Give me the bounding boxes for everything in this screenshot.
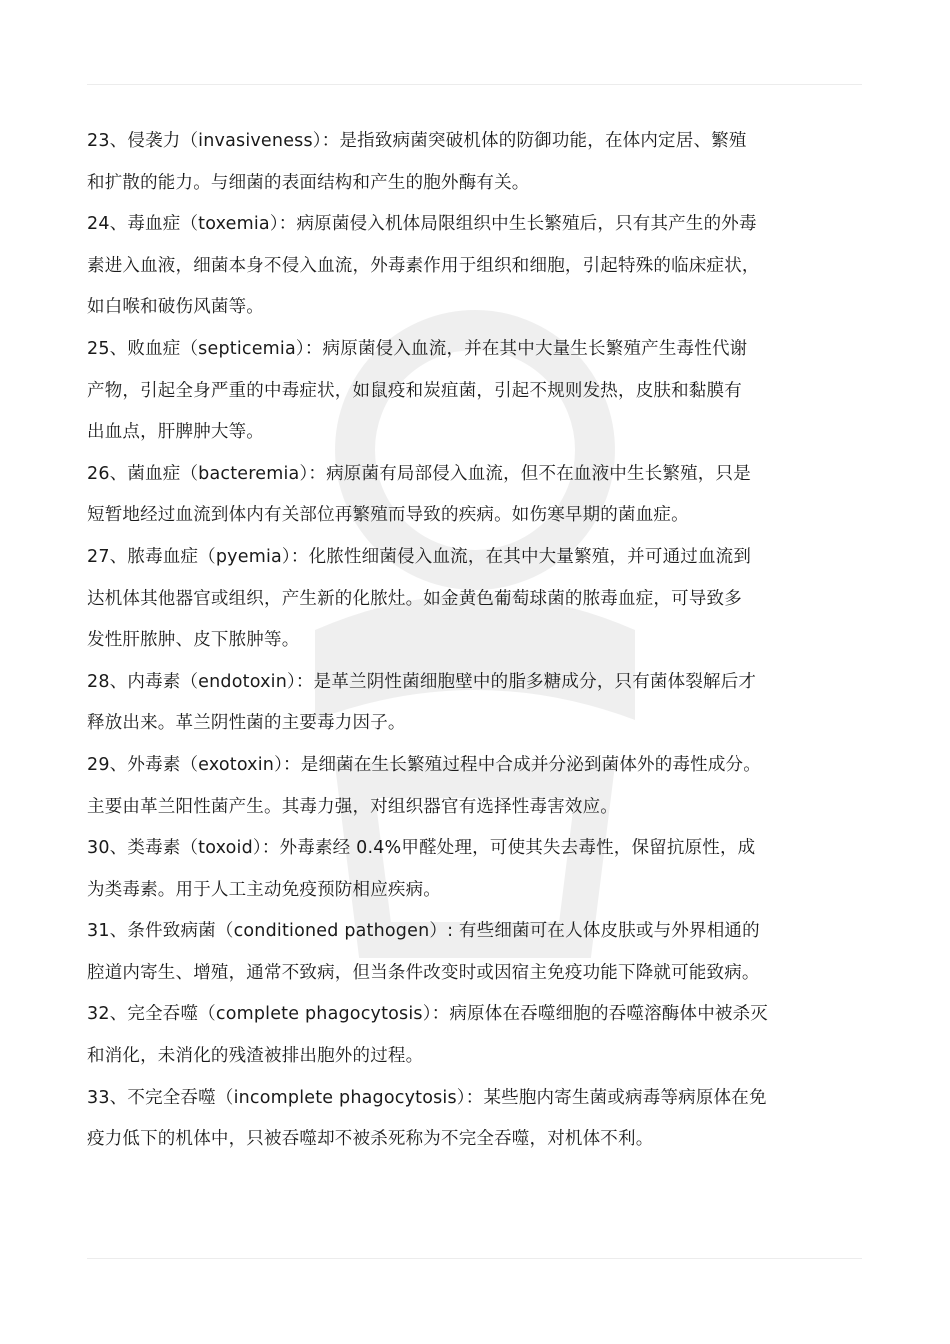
entry-line: 产物，引起全身严重的中毒症状，如鼠疫和炭疽菌，引起不规则发热，皮肤和黏膜有	[87, 380, 742, 401]
glossary-entry	[87, 537, 867, 662]
entry-line: 为类毒素。用于人工主动免疫预防相应疾病。	[87, 879, 441, 900]
entry-line: 29、外毒素（exotoxin）：是细菌在生长繁殖过程中合成并分泌到菌体外的毒性成分。	[87, 754, 761, 775]
entry-line: 23、侵袭力（invasiveness）：是指致病菌突破机体的防御功能，在体内定居、繁殖	[87, 131, 747, 151]
glossary-entry	[87, 662, 867, 745]
glossary-entry	[87, 329, 867, 454]
footer-divider	[87, 1258, 862, 1259]
entry-line: 33、不完全吞噬（incomplete phagocytosis）：某些胞内寄生菌或病毒等病原体在免	[87, 1087, 767, 1108]
glossary-entry	[87, 454, 867, 537]
entry-line: 发性肝脓肿、皮下脓肿等。	[87, 630, 300, 651]
glossary-entry	[87, 828, 867, 911]
entry-line: 如白喉和破伤风菌等。	[87, 297, 264, 318]
entry-line: 31、条件致病菌（conditioned pathogen）: 有些细菌可在人体皮肤或与外界相通的	[87, 921, 760, 942]
entry-line: 释放出来。革兰阴性菌的主要毒力因子。	[87, 713, 406, 734]
entry-line: 30、类毒素（toxoid）：外毒素经 0.4%甲醛处理，可使其失去毒性，保留抗原性，成	[87, 838, 756, 859]
entry-line: 短暂地经过血流到体内有关部位再繁殖而导致的疾病。如伤寒早期的菌血症。	[87, 505, 689, 526]
entry-line: 腔道内寄生、增殖，通常不致病，但当条件改变时或因宿主免疫功能下降就可能致病。	[87, 962, 760, 983]
entry-line: 和扩散的能力。与细菌的表面结构和产生的胞外酶有关。	[87, 172, 530, 193]
entry-line: 疫力低下的机体中，只被吞噬却不被杀死称为不完全吞噬，对机体不利。	[87, 1129, 654, 1150]
entry-line: 26、菌血症（bacteremia）：病原菌有局部侵入血流，但不在血液中生长繁殖，只是	[87, 463, 751, 484]
glossary-entry	[87, 745, 867, 828]
glossary-entry	[87, 1078, 867, 1161]
entry-line: 和消化，未消化的残渣被排出胞外的过程。	[87, 1046, 424, 1067]
entry-line: 25、败血症（septicemia）：病原菌侵入血流，并在其中大量生长繁殖产生毒性代谢	[87, 338, 748, 359]
entry-line: 28、内毒素（endotoxin）：是革兰阴性菌细胞壁中的脂多糖成分，只有菌体裂解后才	[87, 671, 757, 692]
header-divider	[87, 84, 862, 85]
glossary-entry	[87, 994, 867, 1077]
entry-line: 24、毒血症（toxemia）：病原菌侵入机体局限组织中生长繁殖后，只有其产生的外毒	[87, 214, 757, 235]
glossary-entry	[87, 121, 867, 204]
glossary-entry	[87, 204, 867, 329]
entry-line: 27、脓毒血症（pyemia）：化脓性细菌侵入血流，在其中大量繁殖，并可通过血流到	[87, 546, 752, 567]
entry-line: 出血点，肝脾肿大等。	[87, 422, 264, 443]
entry-line: 达机体其他器官或组织，产生新的化脓灶。如金黄色葡萄球菌的脓毒血症，可导致多	[87, 588, 742, 609]
glossary-entry	[87, 911, 867, 994]
entry-line: 素进入血液，细菌本身不侵入血流，外毒素作用于组织和细胞，引起特殊的临床症状，	[87, 255, 760, 276]
entry-line: 主要由革兰阳性菌产生。其毒力强，对组织器官有选择性毒害效应。	[87, 796, 618, 817]
entry-line: 32、完全吞噬（complete phagocytosis）：病原体在吞噬细胞的吞噬溶酶体中被杀灭	[87, 1004, 769, 1025]
glossary-content	[87, 121, 867, 1161]
